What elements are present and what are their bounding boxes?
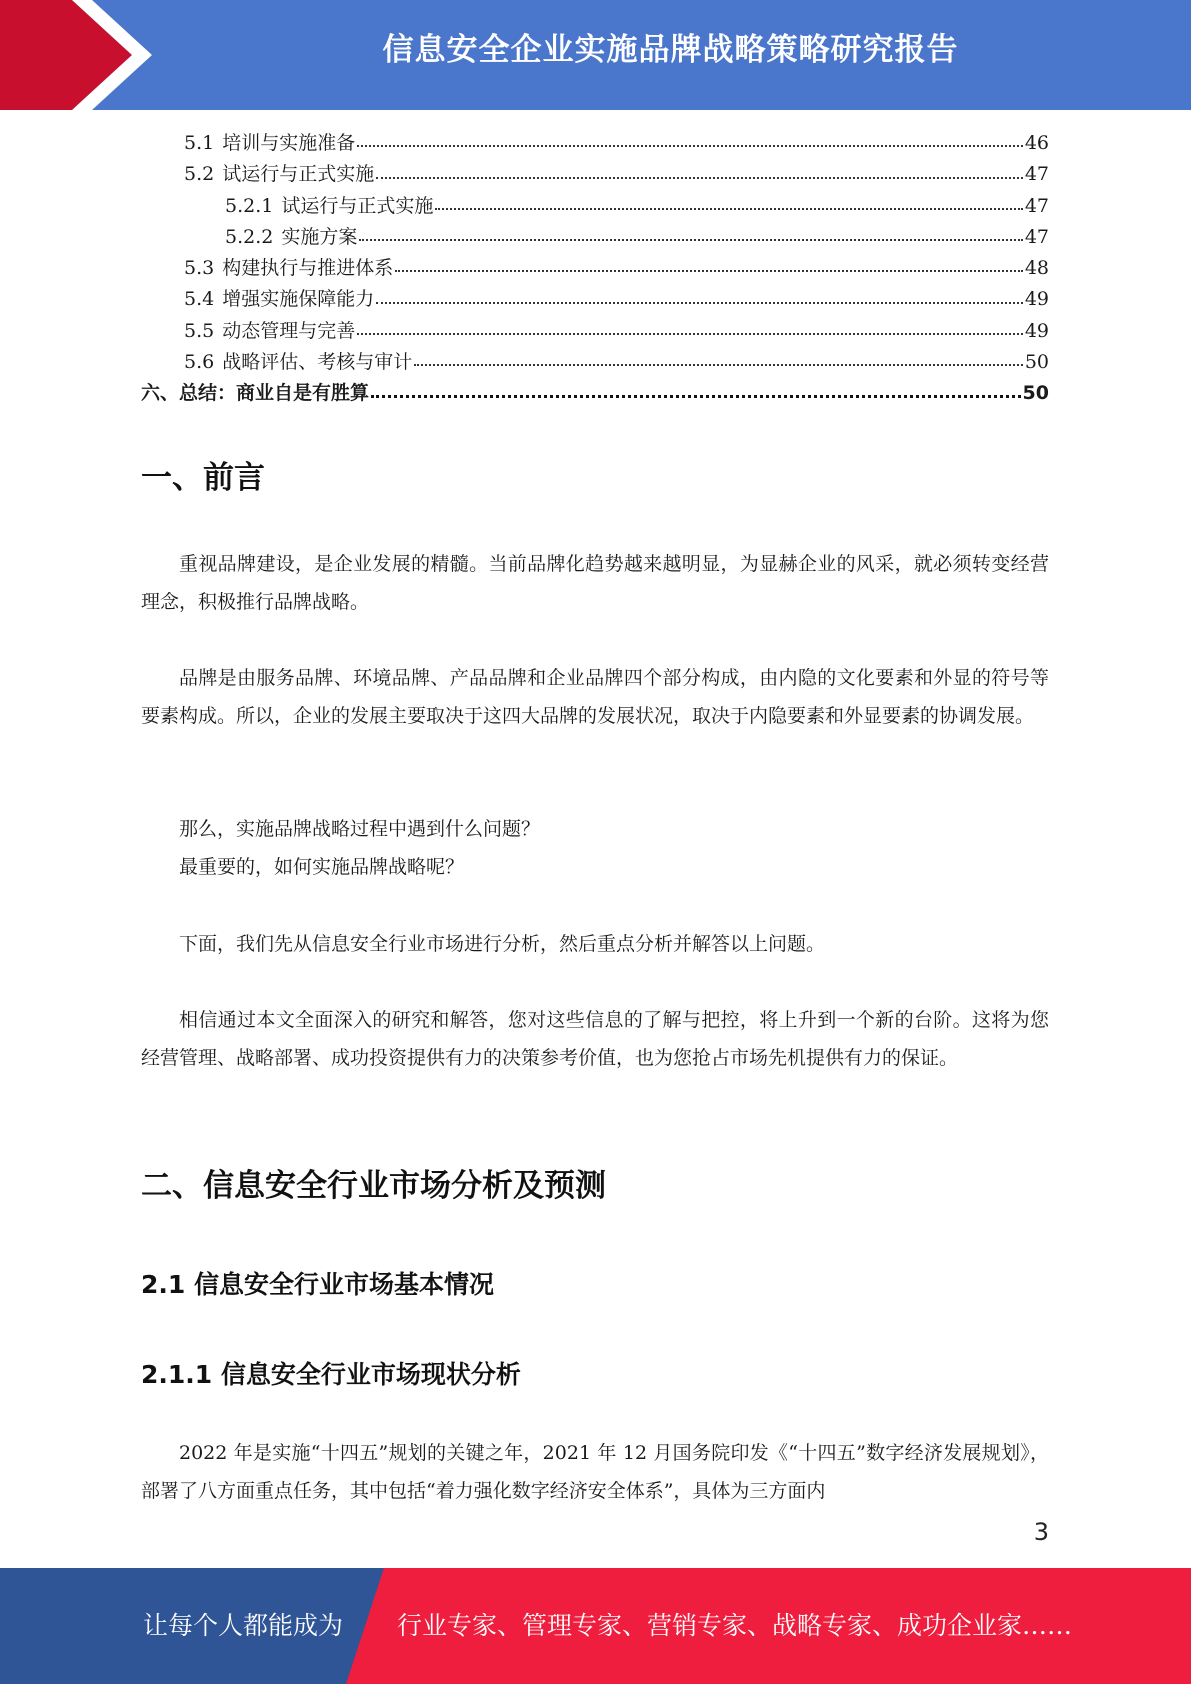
toc-entry-number: 5.2.1 [225, 194, 274, 217]
question-2: 最重要的，如何实施品牌战略呢？ [179, 856, 465, 878]
toc-entry-page: 50 [1024, 351, 1049, 374]
toc-entry[interactable] [141, 378, 1049, 409]
toc-dot-leader [359, 238, 1022, 241]
toc-entry[interactable] [141, 347, 1049, 378]
toc-entry-title: 试运行与正式实施 [281, 194, 434, 217]
toc-entry-page: 47 [1024, 194, 1049, 217]
toc-entry-title: 试运行与正式实施 [222, 163, 375, 186]
toc-entry[interactable] [141, 159, 1049, 190]
subsection-heading: 2.1.1 信息安全行业市场现状分析 [141, 1360, 521, 1389]
paragraph: 品牌是由服务品牌、环境品牌、产品品牌和企业品牌四个部分构成，由内隐的文化要素和外显的符号等要素构成。所以，企业的发展主要取决于这四大品牌的发展状况，取决于内隐要素和外显要素的协调发展。 [141, 667, 1049, 727]
footer-slogan-right: 行业专家、管理专家、营销专家、战略专家、成功企业家…… [397, 1611, 1073, 1640]
toc-entry-page: 49 [1024, 319, 1049, 342]
toc-dot-leader [435, 207, 1022, 210]
toc-entry-title: 动态管理与完善 [222, 319, 356, 342]
toc-entry-number: 5.2.2 [225, 225, 274, 248]
section-heading-market: 二、信息安全行业市场分析及预测 [141, 1168, 606, 1204]
toc-entry-page: 48 [1024, 257, 1049, 280]
toc-entry-page: 47 [1024, 225, 1049, 248]
header-arrow-decoration [0, 0, 160, 110]
toc-dot-leader [376, 301, 1023, 304]
toc-entry-title: 构建执行与推进体系 [222, 257, 394, 280]
table-of-contents [141, 128, 1049, 410]
toc-entry[interactable] [141, 284, 1049, 315]
toc-dot-leader [376, 176, 1023, 179]
paragraph: 重视品牌建设，是企业发展的精髓。当前品牌化趋势越来越明显，为显赫企业的风采，就必须转变经营理念，积极推行品牌战略。 [141, 553, 1049, 613]
toc-entry-number: 5.4 [184, 288, 215, 311]
toc-dot-leader [395, 269, 1023, 272]
toc-dot-leader [414, 363, 1023, 366]
paragraph: 2022 年是实施“十四五”规划的关键之年，2021 年 12 月国务院印发《“十四五”数字经济发展规划》，部署了八方面重点任务，其中包括“着力强化数字经济安全体系”，具体为三方面内 [141, 1442, 1049, 1502]
toc-entry[interactable] [141, 222, 1049, 253]
toc-entry[interactable] [141, 316, 1049, 347]
toc-entry-title: 实施方案 [281, 225, 358, 248]
section-heading-preface: 一、前言 [141, 460, 265, 496]
subsection-heading: 2.1 信息安全行业市场基本情况 [141, 1270, 494, 1299]
paragraph: 下面，我们先从信息安全行业市场进行分析，然后重点分析并解答以上问题。 [179, 933, 826, 955]
toc-dot-leader [371, 394, 1021, 398]
toc-entry-title: 增强实施保障能力 [222, 288, 375, 311]
toc-entry-number: 5.3 [184, 257, 215, 280]
footer-slogan-left: 让每个人都能成为 [143, 1611, 344, 1640]
toc-entry[interactable] [141, 253, 1049, 284]
header-title: 信息安全企业实施品牌战略策略研究报告 [382, 32, 959, 68]
toc-entry-page: 49 [1024, 288, 1049, 311]
toc-entry-title: 六、总结：商业自是有胜算 [141, 382, 370, 405]
toc-dot-leader [357, 144, 1023, 147]
page-number: 3 [1033, 1518, 1049, 1546]
page-header [0, 0, 1191, 110]
toc-entry[interactable] [141, 191, 1049, 222]
paragraph: 相信通过本文全面深入的研究和解答，您对这些信息的了解与把控，将上升到一个新的台阶。这将为您经营管理、战略部署、成功投资提供有力的决策参考价值，也为您抢占市场先机提供有力的保证。 [141, 1009, 1049, 1069]
toc-entry-page: 50 [1022, 382, 1049, 405]
toc-entry-page: 47 [1024, 163, 1049, 186]
toc-entry-page: 46 [1024, 132, 1049, 154]
toc-entry-number: 5.2 [184, 163, 215, 186]
toc-entry-title: 战略评估、考核与审计 [222, 351, 413, 374]
question-1: 那么，实施品牌战略过程中遇到什么问题？ [179, 818, 541, 840]
toc-entry[interactable] [141, 128, 1049, 159]
toc-entry-title: 培训与实施准备 [222, 132, 356, 154]
toc-entry-number: 5.5 [184, 319, 215, 342]
toc-entry-number: 5.6 [184, 351, 215, 374]
toc-dot-leader [357, 332, 1023, 335]
toc-entry-number: 5.1 [184, 132, 215, 154]
page-footer [0, 1568, 1191, 1684]
